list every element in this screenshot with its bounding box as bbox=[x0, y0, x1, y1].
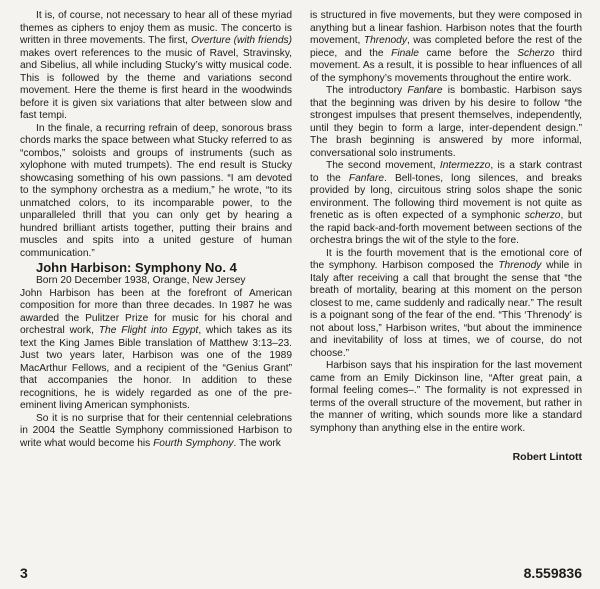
author-credit: Robert Lintott bbox=[512, 451, 582, 463]
right-column bbox=[310, 10, 582, 464]
section-subheading: Born 20 December 1938, Orange, New Jersey bbox=[36, 275, 246, 286]
paragraph: So it is no surprise that for their centennial celebrations in 2004 the Seattle Symphony commissioned Harbison to write what would become his Fourth Symphony. The work bbox=[20, 412, 292, 449]
section-heading: John Harbison: Symphony No. 4 bbox=[36, 260, 237, 275]
paragraph: In the finale, a recurring refrain of deep, sonorous brass chords marks the space between what Stucky referred to as “combos,” soloists and groups of instruments (such as xylophone with muted trumpets). The end result is Stucky showcasing something of his own passions. “I am devoted to the symphony orchestra as a medium,” he wrote, “to its unmatched colors, to its incomparable power, to the unparalleled thrill that you can only get by hearing a hundred brilliant artists together, putting their brains and muscles and spits into a united gesture of human communication.” bbox=[20, 122, 292, 259]
left-column bbox=[20, 10, 292, 450]
paragraph: Harbison says that his inspiration for the last movement came from an Emily Dickinson line, “After great pain, a formal feeling comes–.” The formality is not expressed in terms of the overall structure of the movement, but rather in the manner of writing, which sounds more like a standard symphony than anything else in the entire work. bbox=[310, 360, 582, 434]
catalog-number: 8.559836 bbox=[523, 565, 582, 581]
paragraph: is structured in five movements, but they were composed in anything but a linear fashion. Harbison notes that the fourth movement, Threnody, was completed before the rest of the piece, and the Finale came before the Scherzo third movement. As a result, it is possible to hear influences of all of the symphony’s movements throughout the entire work. bbox=[310, 10, 582, 84]
paragraph: It is the fourth movement that is the emotional core of the symphony. Harbison composed the Threnody while in Italy after receiving a call that brought the sense that “the breath of mortality, bearing at this moment on the person closest to me, came suddenly and radically near.” The result is a poignant song of the fear of the end. “This ‘Threnody’ is not about loss,” Harbison writes, “but about the imminence and inevitability of loss at times, we of course, do not choose.” bbox=[310, 247, 582, 359]
page-number: 3 bbox=[20, 565, 28, 581]
paragraph: It is, of course, not necessary to hear all of these myriad themes as ciphers to enjoy them as music. The concerto is written in three movements. The first, Overture (with friends) makes overt references to the music of Ravel, Stravinsky, and Sibelius, all while including Stucky’s witty musical code. This is followed by the theme and variations second movement. Here the theme is first heard in the woodwinds before it is given six variations that alter between slow and fast tempi. bbox=[20, 10, 293, 121]
paragraph: John Harbison has been at the forefront of American composition for more than three decades. In 1987 he was awarded the Pulitzer Prize for music for his choral and orchestral work, The Flight into Egypt, which takes as its text the King James Bible translation of Matthew 3:13–23. Just two years later, Harbison was one of the 1989 MacArthur Fellows, and a recipient of the “Genius Grant” that accompanies the honor. In addition to these recognitions, he is widely regarded as one of the pre-eminent living American symphonists. bbox=[20, 287, 292, 411]
paragraph: The second movement, Intermezzo, is a stark contrast to the Fanfare. Bell-tones, long silences, and breaks provided by long, circuitous string solos shape the sonic environment. The following third movement is not quite as frenetic as is often expected of a symphonic scherzo, but the rapid back-and-forth movement between sections of the orchestra brings the wit of the style to the fore. bbox=[310, 160, 582, 246]
paragraph: The introductory Fanfare is bombastic. Harbison says that the beginning was driven by his desire to follow “the strongest impulses that present themselves, independently, until they begin to form a large, inter-dependent design.” The brash beginning is answered by more informal, conversational solo instruments. bbox=[310, 85, 582, 159]
